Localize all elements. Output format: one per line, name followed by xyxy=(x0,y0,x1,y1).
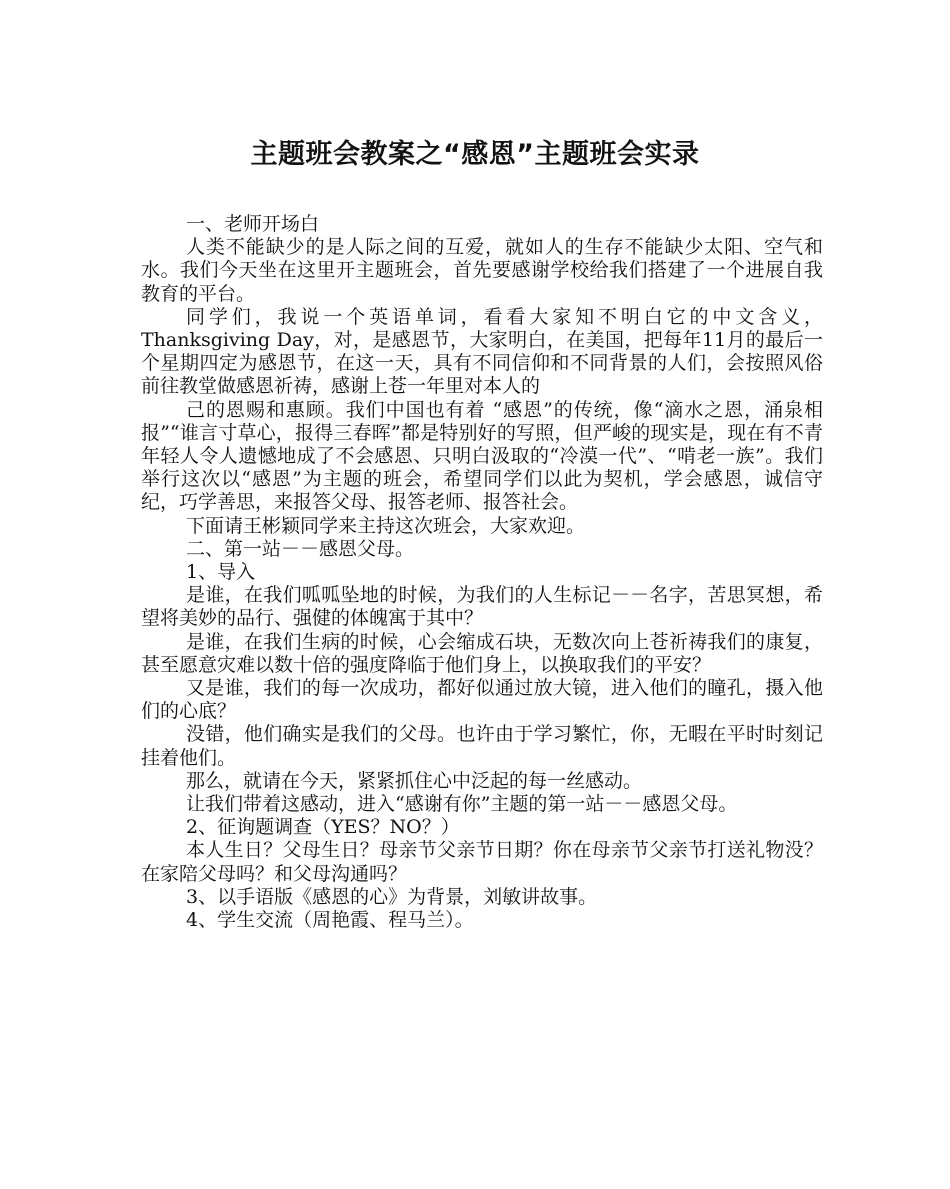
paragraph: 下面请王彬颖同学来主持这次班会，大家欢迎。 xyxy=(186,514,586,537)
paragraph: 同学们，我说一个英语单词，看看大家知不明白它的中文含义，Thanksgiving Day，对，是感恩节，大家明白，在美国，把每年11月的最后一个星期四定为感恩节，在这一天，具有不同信仰和不同背景的人们，会按照风俗前往教堂做感恩祈祷，感谢上苍一年里对本人的 xyxy=(141,305,823,398)
paragraph: 人类不能缺少的是人际之间的互爱，就如人的生存不能缺少太阳、空气和水。我们今天坐在这里开主题班会，首先要感谢学校给我们搭建了一个进展自我教育的平台。 xyxy=(141,236,823,305)
paragraph: 又是谁，我们的每一次成功，都好似通过放大镜，进入他们的瞳孔，摄入他们的心底？ xyxy=(141,677,823,723)
document-title: 主题班会教案之“感恩”主题班会实录 xyxy=(250,139,700,170)
paragraph: 让我们带着这感动，进入“感谢有你”主题的第一站－－感恩父母。 xyxy=(186,793,738,816)
paragraph: 己的恩赐和惠顾。我们中国也有着 “感恩”的传统，像“滴水之恩，涌泉相报”“谁言寸草心，报得三春晖”都是特别好的写照，但严峻的现实是，现在有不青年轻人令人遗憾地成了不会感恩、只明白汲取的“冷漠一代”、“啃老一族”。我们举行这次以“感恩”为主题的班会，希望同学们以此为契机，学会感恩，诚信守纪，巧学善思，来报答父母、报答老师、报答社会。 xyxy=(141,398,823,514)
paragraph: 没错，他们确实是我们的父母。也许由于学习繁忙，你，无暇在平时时刻记挂着他们。 xyxy=(141,723,823,769)
document-body xyxy=(141,213,823,932)
paragraph: 那么，就请在今天，紧紧抓住心中泛起的每一丝感动。 xyxy=(186,769,643,792)
paragraph: 一、老师开场白 xyxy=(186,213,320,235)
paragraph: 3、以手语版《感恩的心》为背景，刘敏讲故事。 xyxy=(186,885,598,908)
paragraph: 1、导入 xyxy=(186,561,256,584)
paragraph: 二、第一站－－感恩父母。 xyxy=(186,537,415,560)
paragraph: 4、学生交流（周艳霞、程马兰）。 xyxy=(186,909,474,932)
paragraph: 是谁，在我们生病的时候，心会缩成石块，无数次向上苍祈祷我们的康复，甚至愿意灾难以数十倍的强度降临于他们身上，以换取我们的平安？ xyxy=(141,630,823,676)
paragraph: 本人生日？父母生日？母亲节父亲节日期？你在母亲节父亲节打送礼物没？在家陪父母吗？和父母沟通吗？ xyxy=(141,839,823,885)
paragraph: 是谁，在我们呱呱坠地的时候，为我们的人生标记－－名字，苦思冥想，希望将美妙的品行、强健的体魄寓于其中？ xyxy=(141,584,823,630)
paragraph: 2、征询题调查（YES？NO？） xyxy=(186,816,460,839)
